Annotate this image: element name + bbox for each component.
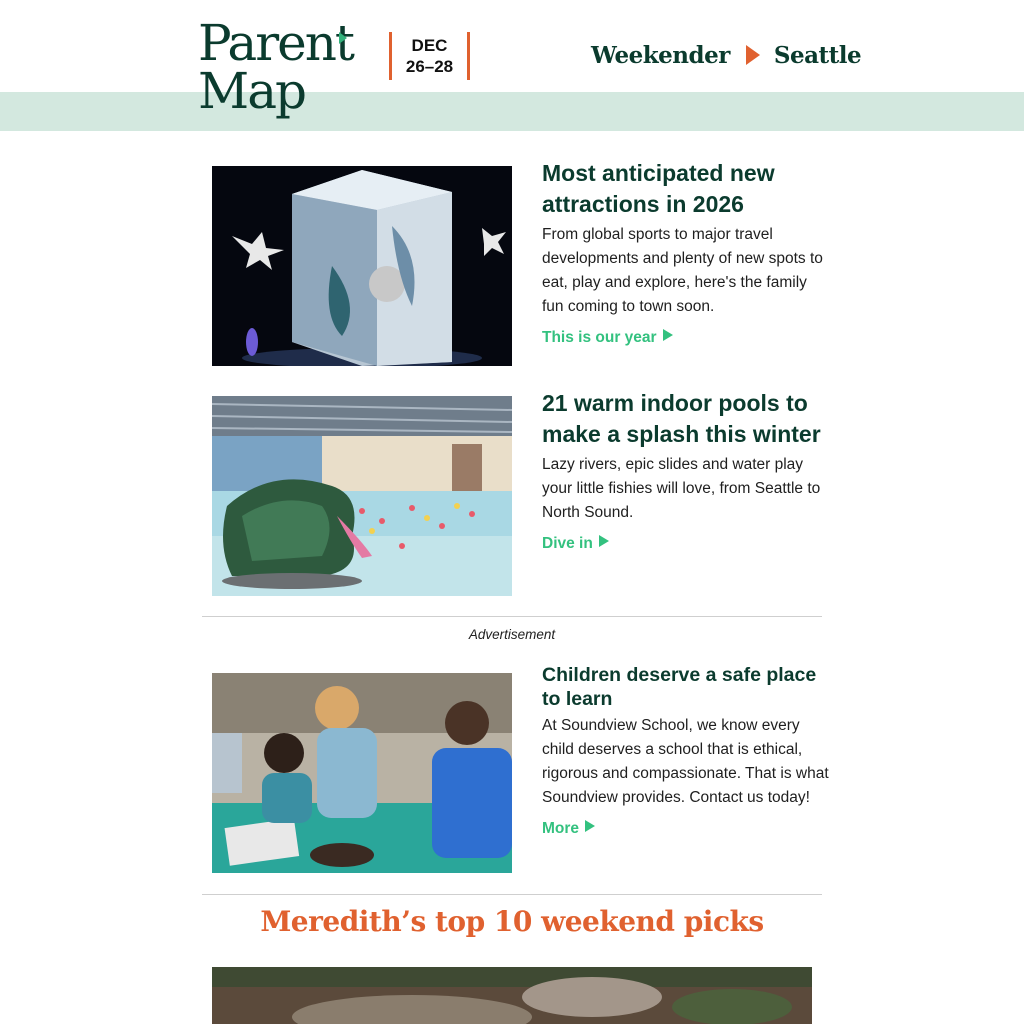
cta-label: Dive in — [542, 535, 593, 552]
ad-title[interactable]: Children deserve a safe place to learn — [542, 664, 817, 710]
cta-label: This is our year — [542, 329, 657, 346]
logo-line-1: Parent — [198, 14, 353, 72]
newsletter-city: Seattle — [773, 41, 862, 69]
divider — [202, 616, 822, 617]
date-range — [389, 32, 470, 80]
header — [0, 0, 1024, 131]
newsletter-name: Weekender — [591, 41, 730, 69]
parentmap-logo[interactable] — [198, 14, 358, 120]
divider — [202, 894, 822, 895]
newsletter-title — [591, 38, 861, 72]
article-image-pools[interactable] — [212, 396, 512, 596]
arrow-right-icon — [746, 45, 760, 65]
ad-image[interactable] — [212, 673, 512, 873]
logo-line-2: Map — [198, 62, 306, 120]
ad-body: At Soundview School, we know every child deserves a school that is ethical, rigorous and compassionate. That is what Soundview provides. Contact us today! — [542, 717, 829, 806]
cta-label: More — [542, 820, 580, 837]
play-arrow-icon — [599, 535, 609, 547]
article-card — [212, 158, 824, 368]
article-cta-link[interactable] — [542, 535, 609, 553]
article-cta-link[interactable] — [542, 329, 673, 347]
article-card — [212, 388, 824, 598]
picks-heading: Meredith’s top 10 weekend picks — [260, 905, 764, 938]
ad-cta-link[interactable] — [542, 820, 595, 838]
play-arrow-icon — [585, 820, 595, 832]
picks-image[interactable] — [212, 967, 812, 1024]
article-title[interactable]: 21 warm indoor pools to make a splash this winter — [542, 390, 821, 447]
date-month: DEC — [411, 36, 448, 55]
article-title[interactable]: Most anticipated new attractions in 2026 — [542, 160, 775, 217]
ad-card — [212, 663, 829, 875]
ad-text — [542, 663, 832, 838]
article-image-attractions[interactable] — [212, 166, 512, 366]
article-body: From global sports to major travel developments and plenty of new spots to eat, play and explore, here's the family fun coming to town soon. — [542, 226, 823, 315]
play-arrow-icon — [663, 329, 673, 341]
logo-play-icon — [339, 32, 347, 44]
article-text — [542, 158, 832, 347]
article-body: Lazy rivers, epic slides and water play your little fishies will love, from Seattle to North Sound. — [542, 456, 821, 521]
date-days: 26–28 — [405, 57, 454, 76]
article-text — [542, 388, 832, 553]
advertisement-label: Advertisement — [468, 627, 556, 642]
